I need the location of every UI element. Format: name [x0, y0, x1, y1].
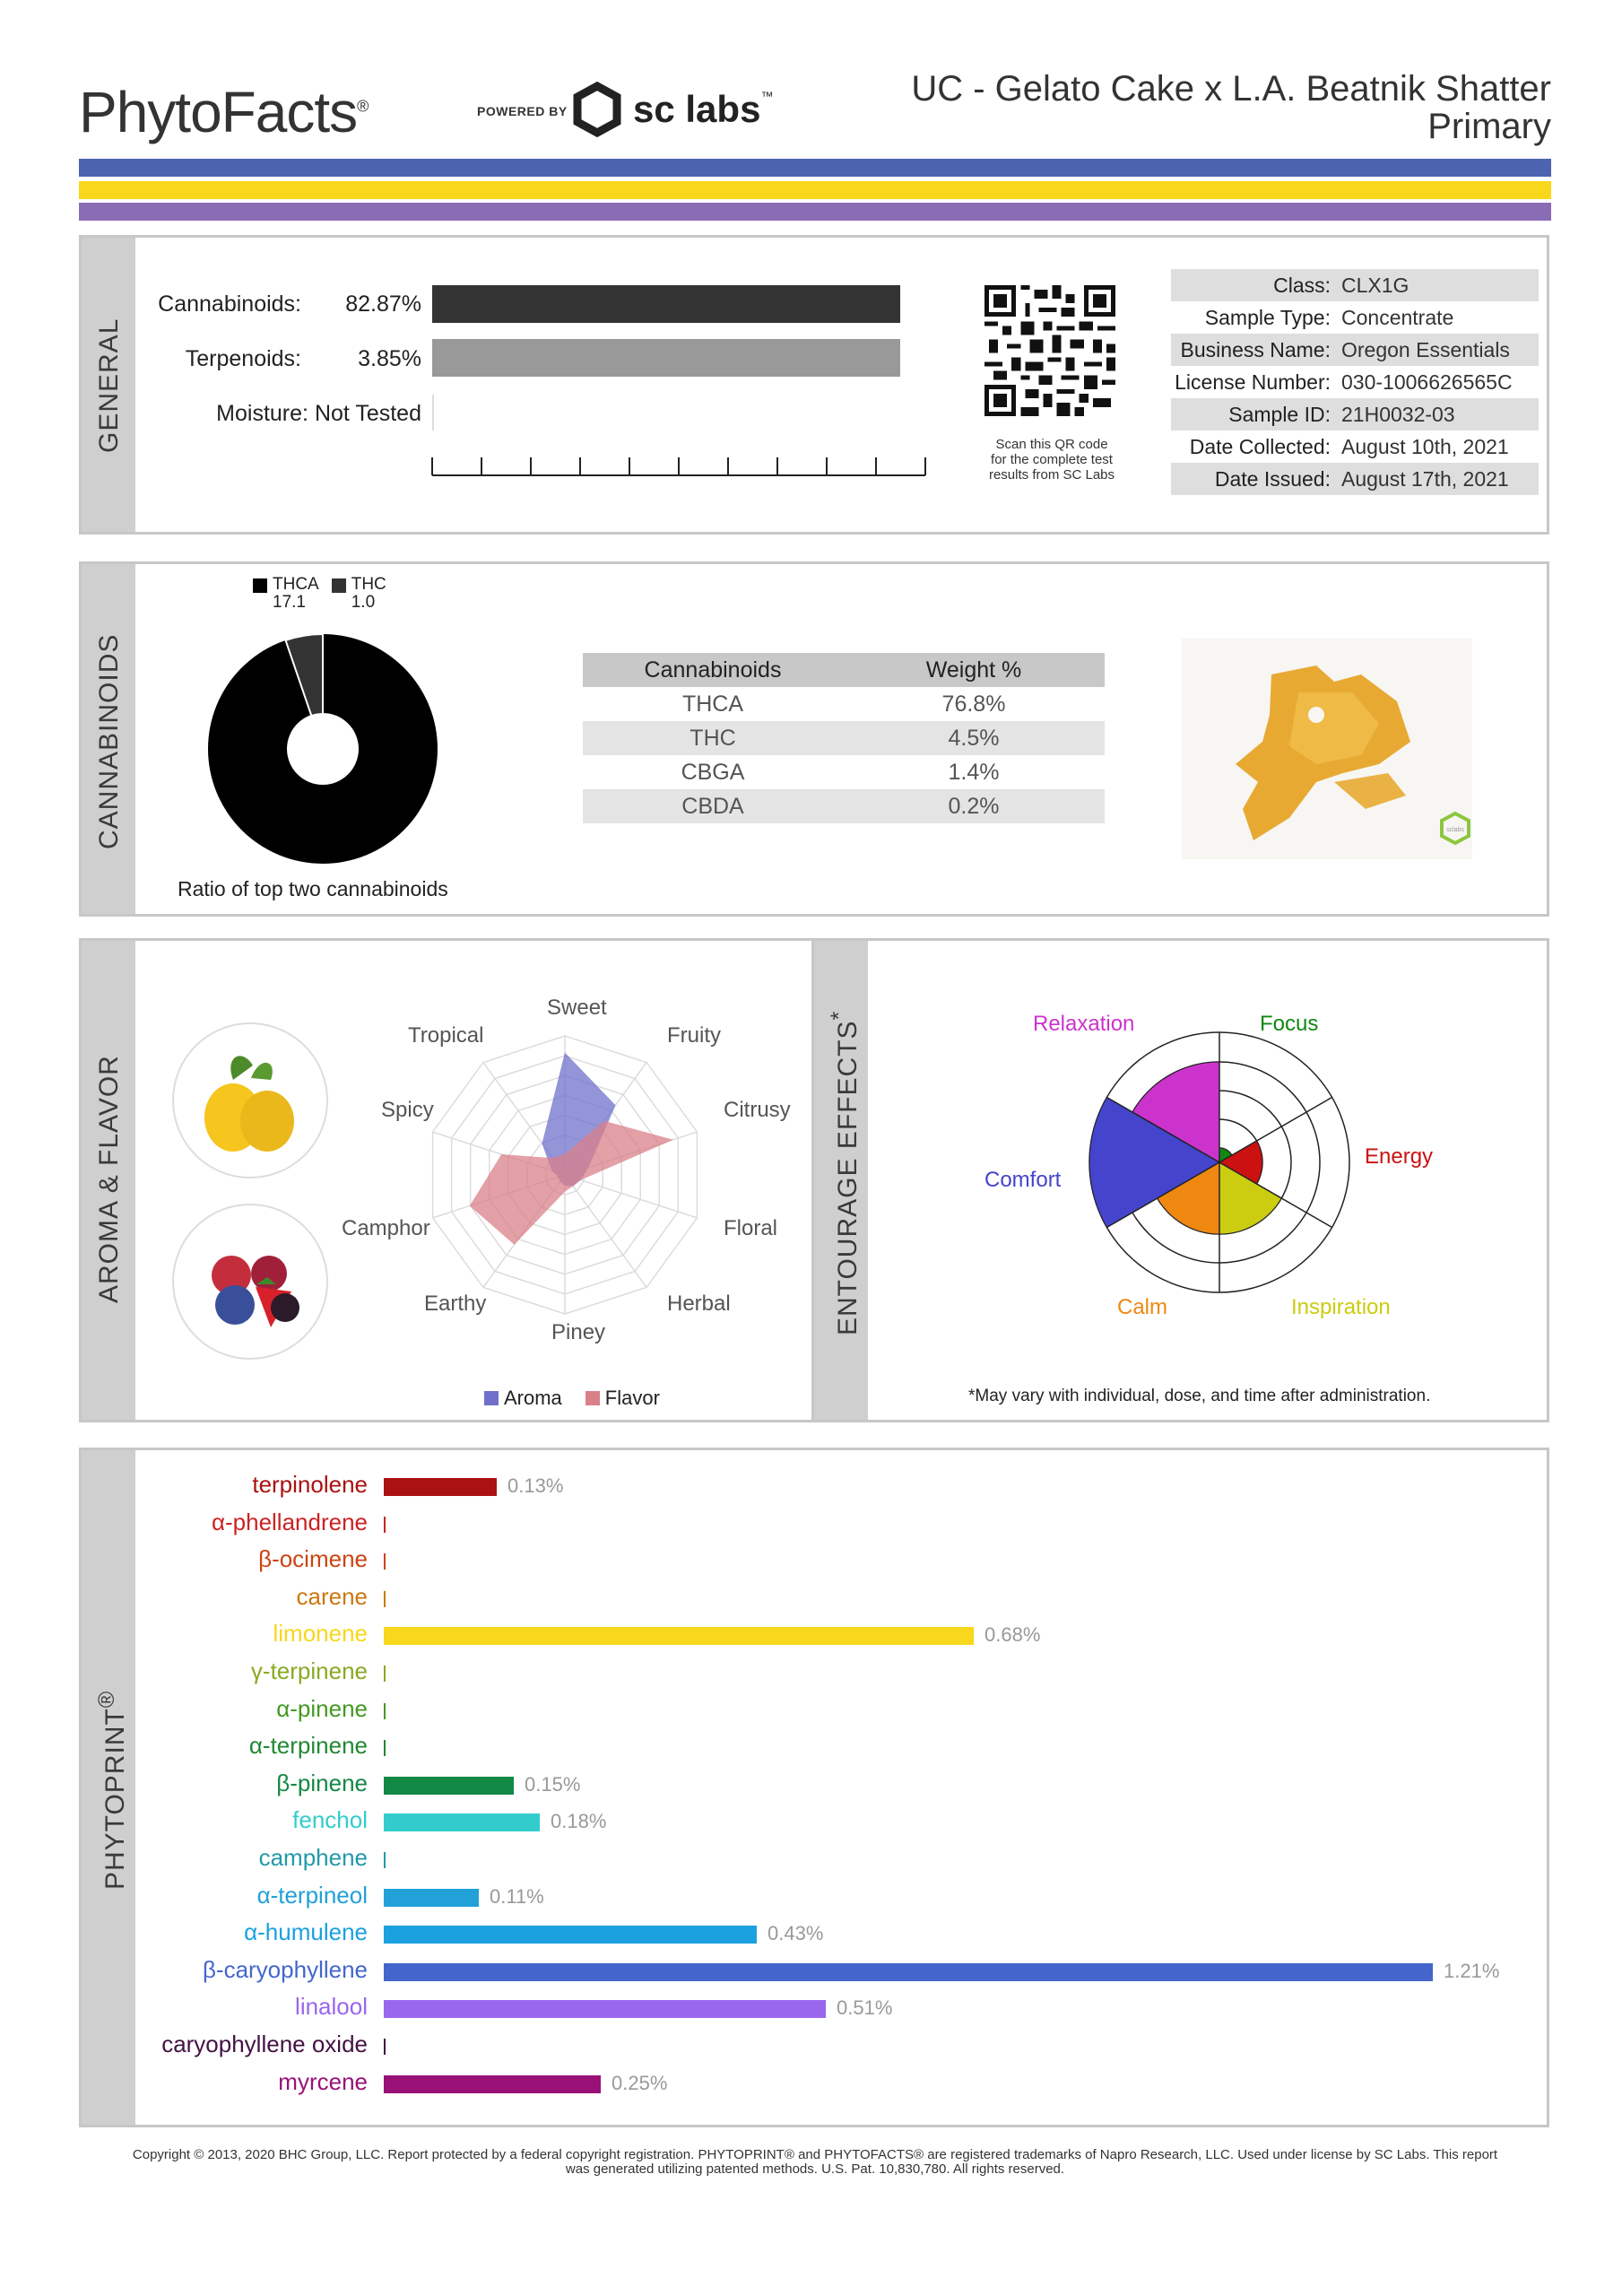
- meta-row-date-issued: [1171, 463, 1539, 495]
- cell-weight: 4.5%: [948, 725, 1000, 751]
- meta-key: Sample ID:: [1228, 402, 1331, 426]
- meta-row-class: [1171, 269, 1539, 301]
- radar-axis-tropical: Tropical: [408, 1023, 484, 1048]
- terpene-name: β-pinene: [276, 1769, 368, 1796]
- cell-cannabinoid: CBDA: [681, 793, 744, 819]
- shatter-photo: [1182, 639, 1472, 859]
- moisture-key: Moisture:: [216, 401, 308, 426]
- product-grade: Primary: [1427, 107, 1551, 146]
- terpenoids-label: Terpenoids:: [185, 346, 301, 371]
- copyright-footer: [79, 2148, 1551, 2177]
- legend-aroma: [484, 1387, 562, 1410]
- meta-key: Class:: [1273, 273, 1331, 297]
- terpene-name: terpinolene: [252, 1471, 368, 1498]
- terpene-value: 0.51%: [837, 1996, 893, 2020]
- effect-label-focus: Focus: [1260, 1012, 1319, 1036]
- terpene-name: myrcene: [278, 2067, 368, 2095]
- terpene-value: 0.15%: [525, 1772, 581, 1796]
- table-row: [583, 687, 1105, 721]
- ratio-caption: Ratio of top two cannabinoids: [178, 877, 448, 900]
- qr-caption-line3: results from SC Labs: [988, 467, 1115, 483]
- radar-legend: [484, 1387, 660, 1410]
- header-stripe-blue: [79, 159, 1551, 177]
- terpene-name: carene: [296, 1582, 368, 1610]
- terpene-name: α-phellandrene: [211, 1508, 368, 1535]
- terpene-chart: [99, 1471, 1533, 2117]
- entourage-side-label-text: ENTOURAGE EFFECTS: [833, 1020, 863, 1335]
- terpene-name: camphene: [258, 1844, 368, 1871]
- table-header: [583, 653, 1105, 687]
- brand-name: PhytoFacts: [79, 80, 358, 144]
- entourage-rose-chart: [1085, 1028, 1354, 1297]
- cannabinoids-label: Cannabinoids:: [158, 291, 301, 317]
- general-side-label: GENERAL: [94, 317, 124, 453]
- phytoprint-side-label-text: PHYTOPRINT: [100, 1708, 130, 1890]
- meta-key: License Number:: [1175, 370, 1331, 394]
- terpene-bar: [384, 1478, 497, 1496]
- legend-swatch-thc: [332, 578, 346, 593]
- phytoprint-side-label-mark: ®: [94, 1690, 119, 1709]
- radar-axis-piney: Piney: [551, 1320, 606, 1344]
- brand-mark: ®: [357, 97, 369, 116]
- page-title: [911, 70, 1551, 145]
- legend-thc-name: THC: [351, 575, 386, 594]
- terpene-name: caryophyllene oxide: [161, 2031, 368, 2057]
- terpene-bar: [384, 1777, 514, 1795]
- partner-logo-mark: ™: [760, 89, 774, 103]
- meta-value: Oregon Essentials: [1341, 337, 1510, 361]
- radar-axis-spicy: Spicy: [381, 1098, 434, 1122]
- legend-swatch-thca: [253, 578, 267, 593]
- terpene-name: linalool: [295, 1993, 368, 2021]
- terpene-bar: [384, 1963, 1433, 1981]
- terpene-bar: [384, 2000, 826, 2018]
- meta-value: 030-1006626565C: [1341, 370, 1513, 394]
- meta-row-license-number: [1171, 366, 1539, 398]
- effect-label-energy: Energy: [1365, 1144, 1434, 1169]
- effect-label-inspiration: Inspiration: [1291, 1295, 1391, 1319]
- meta-value: Concentrate: [1341, 305, 1454, 329]
- product-name: UC - Gelato Cake x L.A. Beatnik Shatter: [911, 69, 1551, 109]
- header-stripe-purple: [79, 203, 1551, 221]
- terpene-name: α-terpineol: [256, 1881, 368, 1909]
- radar-axis-fruity: Fruity: [667, 1023, 721, 1048]
- radar-axis-earthy: Earthy: [424, 1292, 487, 1316]
- radar-axis-floral: Floral: [724, 1216, 778, 1240]
- footer-line1: Copyright © 2013, 2020 BHC Group, LLC. Report protected by a federal copyright registration. PHYTOPRINT® and PHYTOFACTS® are registered trademarks of Napro Research, LLC. Used under license by SC Labs. This report: [132, 2147, 1498, 2162]
- terpene-name: γ-terpinene: [250, 1657, 368, 1684]
- donut-hole: [287, 713, 359, 785]
- meta-value: CLX1G: [1341, 273, 1409, 297]
- terpene-value: 0.68%: [984, 1623, 1041, 1647]
- cannabinoid-ratio-legend: [253, 576, 386, 612]
- berries-icon: [170, 1202, 330, 1361]
- moisture-value: Not Tested: [314, 401, 421, 426]
- meta-row-business-name: [1171, 334, 1539, 366]
- legend-thca-name: THCA: [273, 575, 319, 594]
- radar-axis-sweet: Sweet: [547, 996, 607, 1020]
- terpene-value: 0.11%: [490, 1884, 544, 1908]
- entourage-side-label: [827, 1011, 863, 1335]
- terpene-trace-tick: [384, 1665, 386, 1682]
- sc-labs-logo: [570, 79, 785, 142]
- radar-axis-camphor: Camphor: [342, 1216, 430, 1240]
- qr-caption-line1: Scan this QR code: [995, 437, 1108, 452]
- terpene-trace-tick: [384, 1703, 386, 1719]
- terpene-name: β-ocimene: [258, 1545, 368, 1573]
- col-header-weight: Weight %: [925, 657, 1022, 683]
- meta-key: Date Collected:: [1189, 434, 1331, 458]
- terpene-name: α-terpinene: [248, 1732, 368, 1760]
- legend-swatch-flavor: [585, 1391, 600, 1405]
- terpene-trace-tick: [384, 1591, 386, 1607]
- cannabinoids-bar: [432, 285, 900, 323]
- meta-value: 21H0032-03: [1341, 402, 1455, 426]
- cell-cannabinoid: THC: [690, 725, 736, 751]
- qr-caption-line2: for the complete test: [991, 452, 1113, 467]
- terpene-bar: [384, 1926, 757, 1944]
- terpene-value: 0.18%: [551, 1810, 607, 1833]
- qr-code[interactable]: [984, 285, 1115, 416]
- terpene-bar: [384, 2075, 601, 2093]
- meta-key: Sample Type:: [1204, 305, 1331, 329]
- partner-logo-text: sc labs: [633, 88, 761, 130]
- meta-value: August 10th, 2021: [1341, 434, 1509, 458]
- photo-watermark-text: sclabs: [1446, 827, 1464, 833]
- brand-logo: [79, 79, 368, 145]
- terpene-trace-tick: [384, 1852, 386, 1868]
- aroma-side-label: AROMA & FLAVOR: [94, 1055, 124, 1303]
- radar-axis-herbal: Herbal: [667, 1292, 731, 1316]
- meta-row-sample-id: [1171, 398, 1539, 430]
- terpene-trace-tick: [384, 1553, 386, 1570]
- terpene-name: α-pinene: [276, 1694, 368, 1722]
- entourage-side-label-mark: *: [827, 1010, 852, 1021]
- effect-label-calm: Calm: [1117, 1295, 1168, 1319]
- terpene-name: α-humulene: [244, 1918, 368, 1946]
- terpene-bar: [384, 1889, 479, 1907]
- terpene-bar: [384, 1627, 974, 1645]
- terpene-trace-tick: [384, 1740, 386, 1756]
- table-row: [583, 721, 1105, 755]
- table-row: [583, 789, 1105, 823]
- effect-label-comfort: Comfort: [984, 1168, 1062, 1192]
- moisture-label: [134, 401, 421, 427]
- terpene-value: 1.21%: [1444, 1959, 1500, 1982]
- entourage-disclaimer: *May vary with individual, dose, and time after administration.: [968, 1387, 1431, 1405]
- cell-cannabinoid: CBGA: [681, 759, 745, 785]
- cell-cannabinoid: THCA: [681, 691, 744, 717]
- terpene-trace-tick: [384, 1517, 386, 1533]
- terpene-bar: [384, 1813, 540, 1831]
- col-header-cannabinoid: Cannabinoids: [644, 657, 782, 683]
- powered-by-label: POWERED BY: [477, 104, 568, 118]
- meta-row-date-collected: [1171, 430, 1539, 463]
- terpene-value: 0.13%: [507, 1474, 564, 1497]
- qr-caption: [959, 437, 1144, 483]
- legend-thca-value: 17.1: [273, 593, 306, 612]
- legend-swatch-aroma: [484, 1391, 499, 1405]
- terpene-name: fenchol: [292, 1806, 368, 1834]
- cell-weight: 0.2%: [948, 793, 1000, 819]
- legend-flavor-label: Flavor: [604, 1387, 660, 1409]
- legend-aroma-label: Aroma: [504, 1387, 562, 1409]
- sample-meta-table: [1171, 269, 1539, 495]
- terpene-name: β-caryophyllene: [202, 1955, 368, 1983]
- cell-weight: 76.8%: [941, 691, 1006, 717]
- radar-axis-citrusy: Citrusy: [724, 1098, 791, 1122]
- svg-text:sc labs™: [633, 88, 773, 130]
- terpene-name: limonene: [273, 1620, 368, 1648]
- terpene-value: 0.25%: [612, 2071, 668, 2094]
- meta-value: August 17th, 2021: [1341, 466, 1509, 491]
- table-row: [583, 755, 1105, 789]
- meta-key: Date Issued:: [1214, 466, 1331, 491]
- lemon-icon: [170, 1021, 330, 1180]
- moisture-bar-stub: [432, 395, 434, 430]
- cell-weight: 1.4%: [948, 759, 1000, 785]
- effect-label-relaxation: Relaxation: [1033, 1012, 1135, 1036]
- cannabinoid-table: [583, 653, 1105, 823]
- cannabinoid-ratio-donut: [202, 628, 444, 870]
- footer-line2: was generated utilizing patented methods. U.S. Pat. 10,830,780. All rights reserved.: [565, 2161, 1065, 2177]
- terpene-value: 0.43%: [768, 1922, 824, 1945]
- meta-row-sample-type: [1171, 301, 1539, 334]
- general-scale-axis: [430, 453, 928, 480]
- cannabinoids-value: 82.87%: [345, 291, 421, 317]
- meta-key: Business Name:: [1180, 337, 1331, 361]
- cannabinoids-side-label: CANNABINOIDS: [94, 633, 124, 849]
- legend-flavor: [585, 1387, 660, 1410]
- legend-thc-value: 1.0: [351, 593, 376, 612]
- legend-thc: [332, 576, 386, 612]
- header-stripe-yellow: [79, 181, 1551, 199]
- terpene-trace-tick: [384, 2039, 386, 2055]
- terpenoids-value: 3.85%: [358, 346, 421, 371]
- legend-thca: [253, 576, 319, 612]
- terpenoids-bar: [432, 339, 900, 377]
